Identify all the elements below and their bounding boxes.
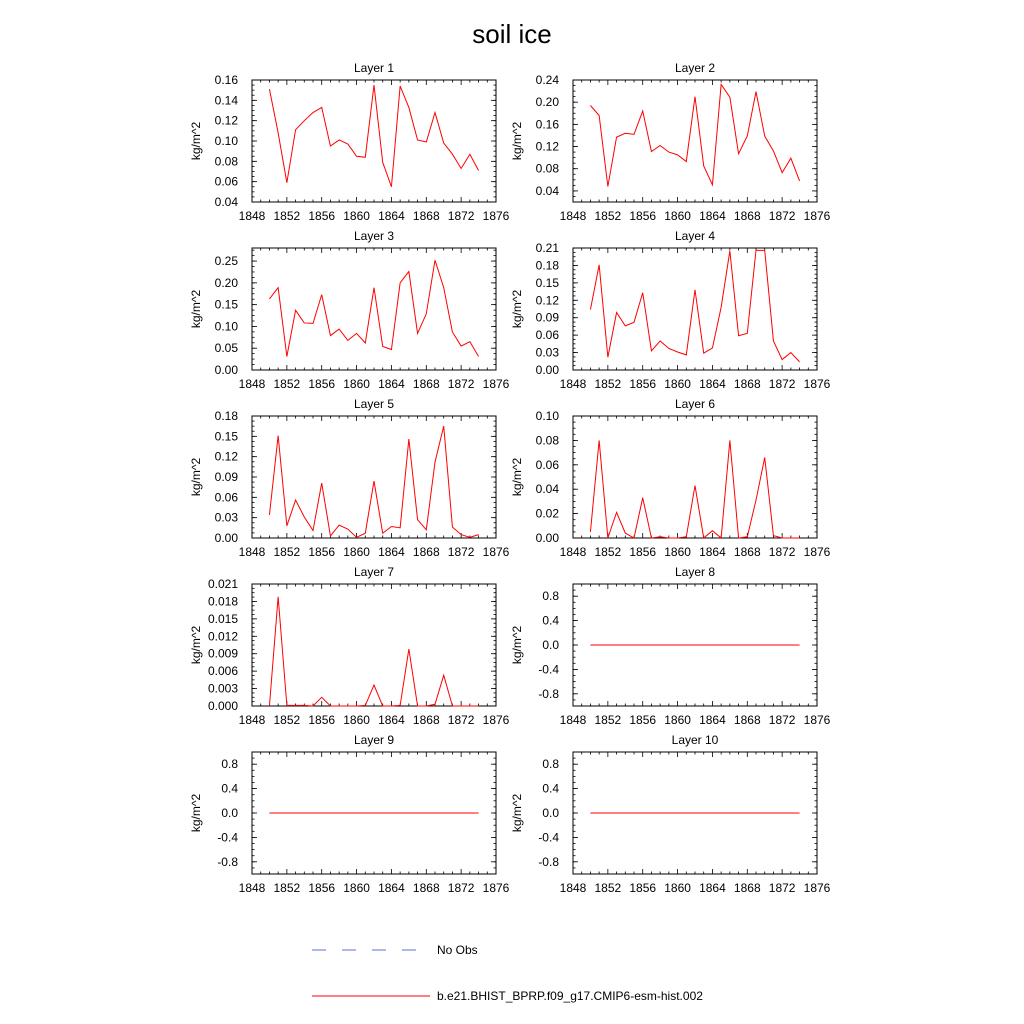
y-tick-label: 0.4 <box>221 781 238 796</box>
y-tick-label: 0.10 <box>535 409 559 423</box>
y-axis-label: kg/m^2 <box>189 625 203 665</box>
x-tick-label: 1852 <box>594 881 622 895</box>
x-tick-label: 1860 <box>664 713 691 727</box>
series-line <box>269 85 478 187</box>
x-tick-label: 1864 <box>378 377 405 391</box>
series-line <box>269 260 478 356</box>
x-tick-label: 1860 <box>343 209 370 223</box>
y-tick-label: 0.04 <box>214 195 238 209</box>
x-tick-label: 1852 <box>273 881 301 895</box>
series-line <box>590 250 799 362</box>
panel-layer-3 <box>189 229 510 391</box>
y-axis-label: kg/m^2 <box>510 457 524 497</box>
plot-frame <box>252 80 496 202</box>
panel-title: Layer 7 <box>353 565 395 579</box>
y-axis-label: kg/m^2 <box>189 793 203 833</box>
x-tick-label: 1852 <box>594 545 622 559</box>
x-tick-label: 1856 <box>308 545 336 559</box>
x-tick-label: 1852 <box>273 209 301 223</box>
y-tick-label: 0.02 <box>535 506 559 521</box>
x-tick-label: 1868 <box>733 881 761 895</box>
x-tick-label: 1868 <box>412 209 440 223</box>
panel-title: Layer 5 <box>353 397 395 411</box>
x-tick-label: 1868 <box>733 545 761 559</box>
y-tick-label: 0.15 <box>214 297 238 312</box>
panel-layer-7 <box>189 565 510 727</box>
x-tick-label: 1856 <box>629 881 657 895</box>
y-tick-label: 0.12 <box>214 113 238 128</box>
legend-no-obs-label: No Obs <box>437 943 478 957</box>
x-tick-label: 1848 <box>559 545 587 559</box>
y-tick-label: 0.04 <box>535 183 559 198</box>
x-tick-label: 1860 <box>343 881 370 895</box>
panel-title: Layer 1 <box>353 61 395 75</box>
y-tick-label: 0.12 <box>535 293 559 308</box>
legend <box>312 943 703 1003</box>
x-tick-label: 1864 <box>699 545 726 559</box>
x-tick-label: 1872 <box>768 377 796 391</box>
x-tick-label: 1864 <box>699 881 726 895</box>
x-tick-label: 1848 <box>238 545 266 559</box>
y-tick-label: -0.4 <box>538 830 559 845</box>
y-tick-label: 0.4 <box>542 781 559 796</box>
y-tick-label: 0.06 <box>535 457 559 472</box>
y-tick-label: 0.03 <box>214 510 238 525</box>
y-tick-label: 0.16 <box>535 117 559 132</box>
x-tick-label: 1856 <box>629 377 657 391</box>
x-tick-label: 1868 <box>733 209 761 223</box>
y-tick-label: 0.4 <box>542 613 559 628</box>
y-tick-label: 0.8 <box>542 589 559 604</box>
panel-title: Layer 4 <box>674 229 716 243</box>
x-tick-label: 1864 <box>378 713 405 727</box>
x-tick-label: 1848 <box>238 881 266 895</box>
x-tick-label: 1848 <box>559 377 587 391</box>
x-tick-label: 1876 <box>803 209 831 223</box>
x-tick-label: 1860 <box>664 209 691 223</box>
x-tick-label: 1852 <box>273 545 301 559</box>
y-tick-label: 0.21 <box>535 241 559 255</box>
x-tick-label: 1876 <box>803 713 831 727</box>
x-tick-label: 1860 <box>664 545 691 559</box>
y-axis-label: kg/m^2 <box>189 289 203 329</box>
legend-series-label: b.e21.BHIST_BPRP.f09_g17.CMIP6-esm-hist.002 <box>437 989 703 1003</box>
x-tick-label: 1864 <box>699 209 726 223</box>
x-tick-label: 1872 <box>447 209 475 223</box>
y-tick-label: 0.08 <box>535 433 559 448</box>
y-tick-label: 0.00 <box>214 363 238 377</box>
y-tick-label: -0.4 <box>538 662 559 677</box>
panel-layer-6 <box>510 397 831 559</box>
x-tick-label: 1872 <box>447 881 475 895</box>
y-tick-label: 0.12 <box>535 139 559 154</box>
x-tick-label: 1864 <box>378 209 405 223</box>
x-tick-label: 1864 <box>699 377 726 391</box>
y-tick-label: 0.0 <box>542 806 559 820</box>
x-tick-label: 1848 <box>238 377 266 391</box>
panel-layer-10 <box>510 733 831 895</box>
plot-frame <box>252 248 496 370</box>
x-tick-label: 1856 <box>629 545 657 559</box>
y-axis-label: kg/m^2 <box>510 289 524 329</box>
y-tick-label: 0.18 <box>535 258 559 273</box>
x-tick-label: 1868 <box>412 545 440 559</box>
y-tick-label: 0.8 <box>542 757 559 772</box>
panel-title: Layer 2 <box>674 61 716 75</box>
x-tick-label: 1876 <box>803 881 831 895</box>
figure-title: soil ice <box>472 19 552 49</box>
y-tick-label: 0.14 <box>214 93 238 108</box>
x-tick-label: 1848 <box>238 713 266 727</box>
x-tick-label: 1856 <box>629 209 657 223</box>
x-tick-label: 1876 <box>482 881 510 895</box>
panel-title: Layer 10 <box>671 733 719 747</box>
panel-title: Layer 9 <box>353 733 395 747</box>
panel-layer-1 <box>189 61 510 223</box>
panel-title: Layer 3 <box>353 229 395 243</box>
y-tick-label: -0.8 <box>538 686 559 701</box>
y-tick-label: 0.10 <box>214 134 238 148</box>
x-tick-label: 1876 <box>482 209 510 223</box>
y-tick-label: 0.09 <box>214 470 238 484</box>
y-tick-label: -0.8 <box>538 854 559 869</box>
x-tick-label: 1868 <box>733 377 761 391</box>
x-tick-label: 1860 <box>343 377 370 391</box>
x-tick-label: 1876 <box>482 377 510 391</box>
panel-layer-4 <box>510 229 831 391</box>
x-tick-label: 1856 <box>629 713 657 727</box>
y-tick-label: 0.000 <box>207 699 238 713</box>
y-tick-label: 0.25 <box>214 254 238 269</box>
y-axis-label: kg/m^2 <box>510 793 524 833</box>
x-tick-label: 1852 <box>273 713 301 727</box>
y-tick-label: 0.0 <box>542 638 559 652</box>
x-tick-label: 1852 <box>594 377 622 391</box>
x-tick-label: 1856 <box>308 881 336 895</box>
x-tick-label: 1848 <box>559 881 587 895</box>
x-tick-label: 1852 <box>594 209 622 223</box>
y-tick-label: 0.06 <box>214 490 238 505</box>
x-tick-label: 1872 <box>768 545 796 559</box>
y-tick-label: 0.08 <box>535 161 559 176</box>
y-tick-label: 0.09 <box>535 310 559 325</box>
x-tick-label: 1872 <box>768 209 796 223</box>
plot-frame <box>573 248 817 370</box>
y-tick-label: 0.10 <box>214 319 238 334</box>
y-tick-label: 0.24 <box>535 73 559 87</box>
x-tick-label: 1856 <box>308 209 336 223</box>
y-tick-label: 0.08 <box>214 154 238 169</box>
y-tick-label: 0.021 <box>207 577 238 591</box>
y-tick-label: 0.12 <box>214 449 238 464</box>
x-tick-label: 1868 <box>412 713 440 727</box>
series-line <box>269 426 478 537</box>
y-tick-label: 0.006 <box>207 664 238 679</box>
y-tick-label: 0.15 <box>214 429 238 444</box>
y-axis-label: kg/m^2 <box>189 121 203 161</box>
series-line <box>590 84 799 186</box>
x-tick-label: 1848 <box>238 209 266 223</box>
y-tick-label: 0.003 <box>207 681 238 696</box>
panel-title: Layer 8 <box>674 565 716 579</box>
x-tick-label: 1856 <box>308 713 336 727</box>
x-tick-label: 1864 <box>378 881 405 895</box>
y-tick-label: 0.015 <box>207 611 238 626</box>
plot-frame <box>573 416 817 538</box>
x-tick-label: 1856 <box>308 377 336 391</box>
x-tick-label: 1852 <box>273 377 301 391</box>
plot-frame <box>252 584 496 706</box>
x-tick-label: 1860 <box>343 545 370 559</box>
x-tick-label: 1876 <box>803 545 831 559</box>
y-axis-label: kg/m^2 <box>510 121 524 161</box>
series-line <box>590 440 799 538</box>
y-tick-label: 0.0 <box>221 806 238 820</box>
y-tick-label: -0.4 <box>217 830 238 845</box>
y-tick-label: 0.15 <box>535 275 559 290</box>
y-tick-label: 0.06 <box>214 174 238 189</box>
x-tick-label: 1868 <box>412 377 440 391</box>
x-tick-label: 1868 <box>412 881 440 895</box>
y-tick-label: 0.009 <box>207 646 238 661</box>
x-tick-label: 1872 <box>447 545 475 559</box>
y-tick-label: 0.012 <box>207 629 238 644</box>
x-tick-label: 1872 <box>768 881 796 895</box>
x-tick-label: 1876 <box>482 545 510 559</box>
panel-layer-9 <box>189 733 510 895</box>
x-tick-label: 1872 <box>447 713 475 727</box>
x-tick-label: 1860 <box>343 713 370 727</box>
x-tick-label: 1872 <box>768 713 796 727</box>
y-tick-label: 0.06 <box>535 328 559 343</box>
y-axis-label: kg/m^2 <box>189 457 203 497</box>
x-tick-label: 1848 <box>559 209 587 223</box>
x-tick-label: 1852 <box>594 713 622 727</box>
series-line <box>269 597 478 706</box>
x-tick-label: 1876 <box>482 713 510 727</box>
y-tick-label: -0.8 <box>217 854 238 869</box>
panel-layer-8 <box>510 565 831 727</box>
x-tick-label: 1864 <box>378 545 405 559</box>
x-tick-label: 1872 <box>447 377 475 391</box>
y-tick-label: 0.16 <box>214 73 238 87</box>
y-tick-label: 0.00 <box>535 531 559 545</box>
y-tick-label: 0.20 <box>535 95 559 110</box>
x-tick-label: 1860 <box>664 881 691 895</box>
y-tick-label: 0.04 <box>535 482 559 497</box>
y-tick-label: 0.20 <box>214 275 238 290</box>
x-tick-label: 1860 <box>664 377 691 391</box>
x-tick-label: 1876 <box>803 377 831 391</box>
y-tick-label: 0.00 <box>214 531 238 545</box>
y-tick-label: 0.05 <box>214 341 238 356</box>
y-tick-label: 0.18 <box>214 409 238 423</box>
panel-title: Layer 6 <box>674 397 716 411</box>
x-tick-label: 1848 <box>559 713 587 727</box>
panel-layer-5 <box>189 397 510 559</box>
y-axis-label: kg/m^2 <box>510 625 524 665</box>
x-tick-label: 1868 <box>733 713 761 727</box>
panel-layer-2 <box>510 61 831 223</box>
y-tick-label: 0.03 <box>535 345 559 360</box>
x-tick-label: 1864 <box>699 713 726 727</box>
y-tick-label: 0.018 <box>207 594 238 609</box>
y-tick-label: 0.8 <box>221 757 238 772</box>
y-tick-label: 0.00 <box>535 363 559 377</box>
panels <box>189 61 831 895</box>
